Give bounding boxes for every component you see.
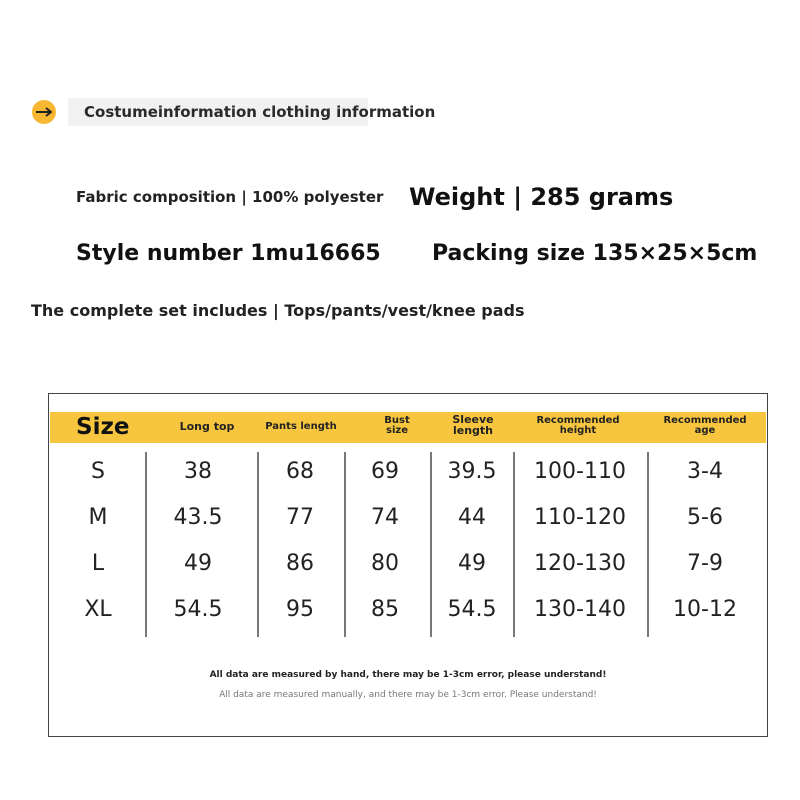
column-header-size: Size xyxy=(76,414,130,440)
column-header-long-top: Long top xyxy=(179,420,235,433)
cell-pants-length: 86 xyxy=(286,551,314,576)
column-header-recommended-age: Recommended age xyxy=(663,415,747,436)
cell-long-top: 49 xyxy=(184,551,212,576)
cell-pants-length: 77 xyxy=(286,505,314,530)
cell-recommended-height: 120-130 xyxy=(534,551,626,576)
column-header-bust-size: Bust size xyxy=(384,415,410,436)
packing-size: Packing size 135×25×5cm xyxy=(432,241,758,266)
cell-bust-size: 69 xyxy=(371,459,399,484)
cell-sleeve-length: 54.5 xyxy=(447,597,497,622)
weight: Weight | 285 grams xyxy=(409,183,674,211)
cell-sleeve-length: 44 xyxy=(458,505,486,530)
arrow-right-icon xyxy=(31,99,57,125)
measurement-note-secondary: All data are measured manually, and there may be 1-3cm error. Please understand! xyxy=(219,690,597,700)
cell-recommended-age: 3-4 xyxy=(687,459,723,484)
cell-pants-length: 68 xyxy=(286,459,314,484)
column-header-pants-length: Pants length xyxy=(265,421,337,432)
column-header-recommended-height: Recommended height xyxy=(536,415,620,436)
cell-long-top: 43.5 xyxy=(173,505,223,530)
cell-size: M xyxy=(88,505,108,530)
cell-pants-length: 95 xyxy=(286,597,314,622)
column-divider xyxy=(647,452,649,637)
cell-bust-size: 74 xyxy=(371,505,399,530)
cell-recommended-height: 100-110 xyxy=(534,459,626,484)
cell-bust-size: 85 xyxy=(371,597,399,622)
cell-long-top: 38 xyxy=(184,459,212,484)
cell-size: S xyxy=(91,459,105,484)
cell-recommended-height: 130-140 xyxy=(534,597,626,622)
cell-bust-size: 80 xyxy=(371,551,399,576)
cell-recommended-age: 5-6 xyxy=(687,505,723,530)
cell-size: L xyxy=(91,551,105,576)
cell-recommended-height: 110-120 xyxy=(534,505,626,530)
cell-sleeve-length: 39.5 xyxy=(447,459,497,484)
fabric-composition: Fabric composition | 100% polyester xyxy=(76,188,384,206)
cell-recommended-age: 7-9 xyxy=(687,551,723,576)
section-title: Costumeinformation clothing information xyxy=(84,103,436,121)
cell-long-top: 54.5 xyxy=(173,597,223,622)
cell-size: XL xyxy=(84,597,112,622)
cell-sleeve-length: 49 xyxy=(458,551,486,576)
measurement-note: All data are measured by hand, there may be 1-3cm error, please understand! xyxy=(209,670,607,680)
cell-recommended-age: 10-12 xyxy=(673,597,737,622)
column-header-sleeve-length: Sleeve length xyxy=(452,413,494,437)
style-number: Style number 1mu16665 xyxy=(76,241,381,266)
set-includes: The complete set includes | Tops/pants/vest/knee pads xyxy=(31,301,525,320)
